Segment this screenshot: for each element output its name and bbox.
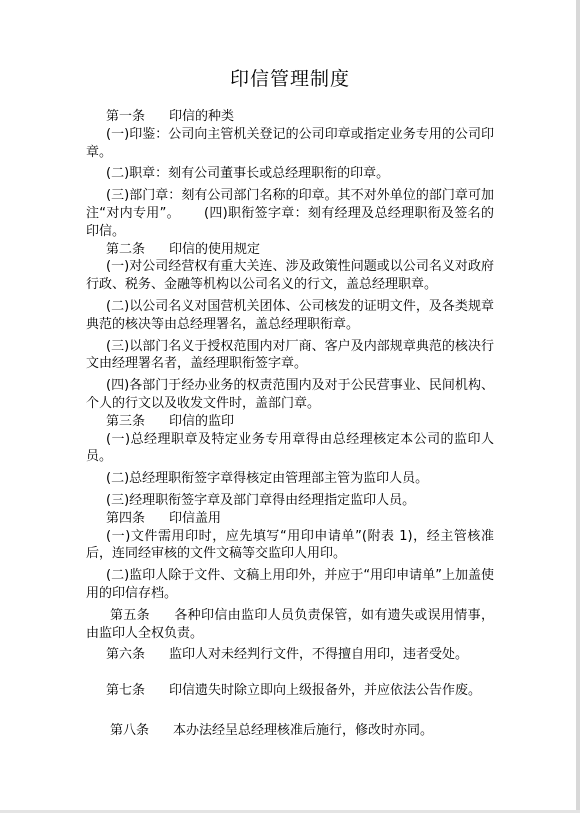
article-1-item-3-text: (三)部门章：刻有公司部门名称的印章。其不对外单位的部门章可加注“对内专用”。 [86,188,494,221]
article-1-heading [86,108,494,126]
article-7 [86,682,494,700]
article-text: 本办法经呈总经理核准后施行，修改时亦同。 [173,722,434,738]
article-number: 第六条 [106,647,146,663]
article-4-heading [86,510,494,528]
article-1-item-4-text: (四)职衔签字章：刻有经理及总经理职衔及签名的印信。 [86,205,494,239]
article-number: 第七条 [106,683,146,699]
article-number: 第一条 [106,109,146,124]
document-title: 印信管理制度 [229,68,350,90]
article-2-item-1: (一)对公司经营权有重大关连、涉及政策性问题或以公司名义对政府行政、税务、金融等机构以公司名义的行文，盖总经理职章。 [86,259,494,293]
article-1-item-1: (一)印鉴：公司向主管机关登记的公司印章或指定业务专用的公司印章。 [86,126,494,160]
page-edge [576,0,580,813]
article-3-item-1: (一)总经理职章及特定业务专用章得由总经理核定本公司的监印人员。 [86,431,494,465]
article-3-item-3: (三)经理职衔签字章及部门章得由经理指定监印人员。 [106,492,416,508]
article-3-item-2: (二)总经理职衔签字章得核定由管理部主管为监印人员。 [106,471,429,487]
article-title: 印信的种类 [169,109,235,124]
article-6 [86,646,494,664]
article-number: 第八条 [110,722,150,738]
article-text: 监印人对未经判行文件，不得擅自用印，违者受处。 [169,647,469,663]
article-4-item-2: (二)监印人除于文件、文稿上用印外，并应于“用印申请单”上加盖使用的印信存档。 [86,568,494,601]
article-title: 印信的监印 [169,413,235,429]
article-1-item-3 [86,187,494,240]
article-5 [86,607,494,643]
article-title: 印信盖用 [169,510,222,526]
document-body [86,66,494,740]
article-text: 各种印信由监印人员负责保管，如有遗失或误用情事，由监印人全权负责。 [86,607,494,641]
article-2-item-2: (二)以公司名义对国营机关团体、公司核发的证明文件，及各类规章典范的核决等由总经理署名，盖总经理职衔章。 [86,298,494,332]
article-8 [86,722,494,740]
article-number: 第四条 [106,510,146,526]
article-2-heading [86,241,494,259]
article-number: 第二条 [106,241,146,257]
article-text: 印信遗失时除立即向上级报备外，并应依法公告作废。 [169,683,482,699]
article-1-item-2: (二)职章：刻有公司董事长或总经理职衔的印章。 [106,166,390,182]
article-3-heading [86,413,494,431]
article-number: 第五条 [110,607,150,623]
article-4-item-1: (一)文件需用印时，应先填写“用印申请单”(附表 1)，经主管核准后，连同经审核的文件文稿等交监印人用印。 [86,528,494,562]
article-title: 印信的使用规定 [169,241,261,257]
article-2-item-4: (四)各部门于经办业务的权责范围内及对于公民营事业、民间机构、个人的行文以及收发文件时，盖部门章。 [86,378,494,411]
article-number: 第三条 [106,413,146,429]
article-2-item-3: (三)以部门名义于授权范围内对厂商、客户及内部规章典范的核决行文由经理署名者，盖经理职衔签字章。 [86,338,494,372]
